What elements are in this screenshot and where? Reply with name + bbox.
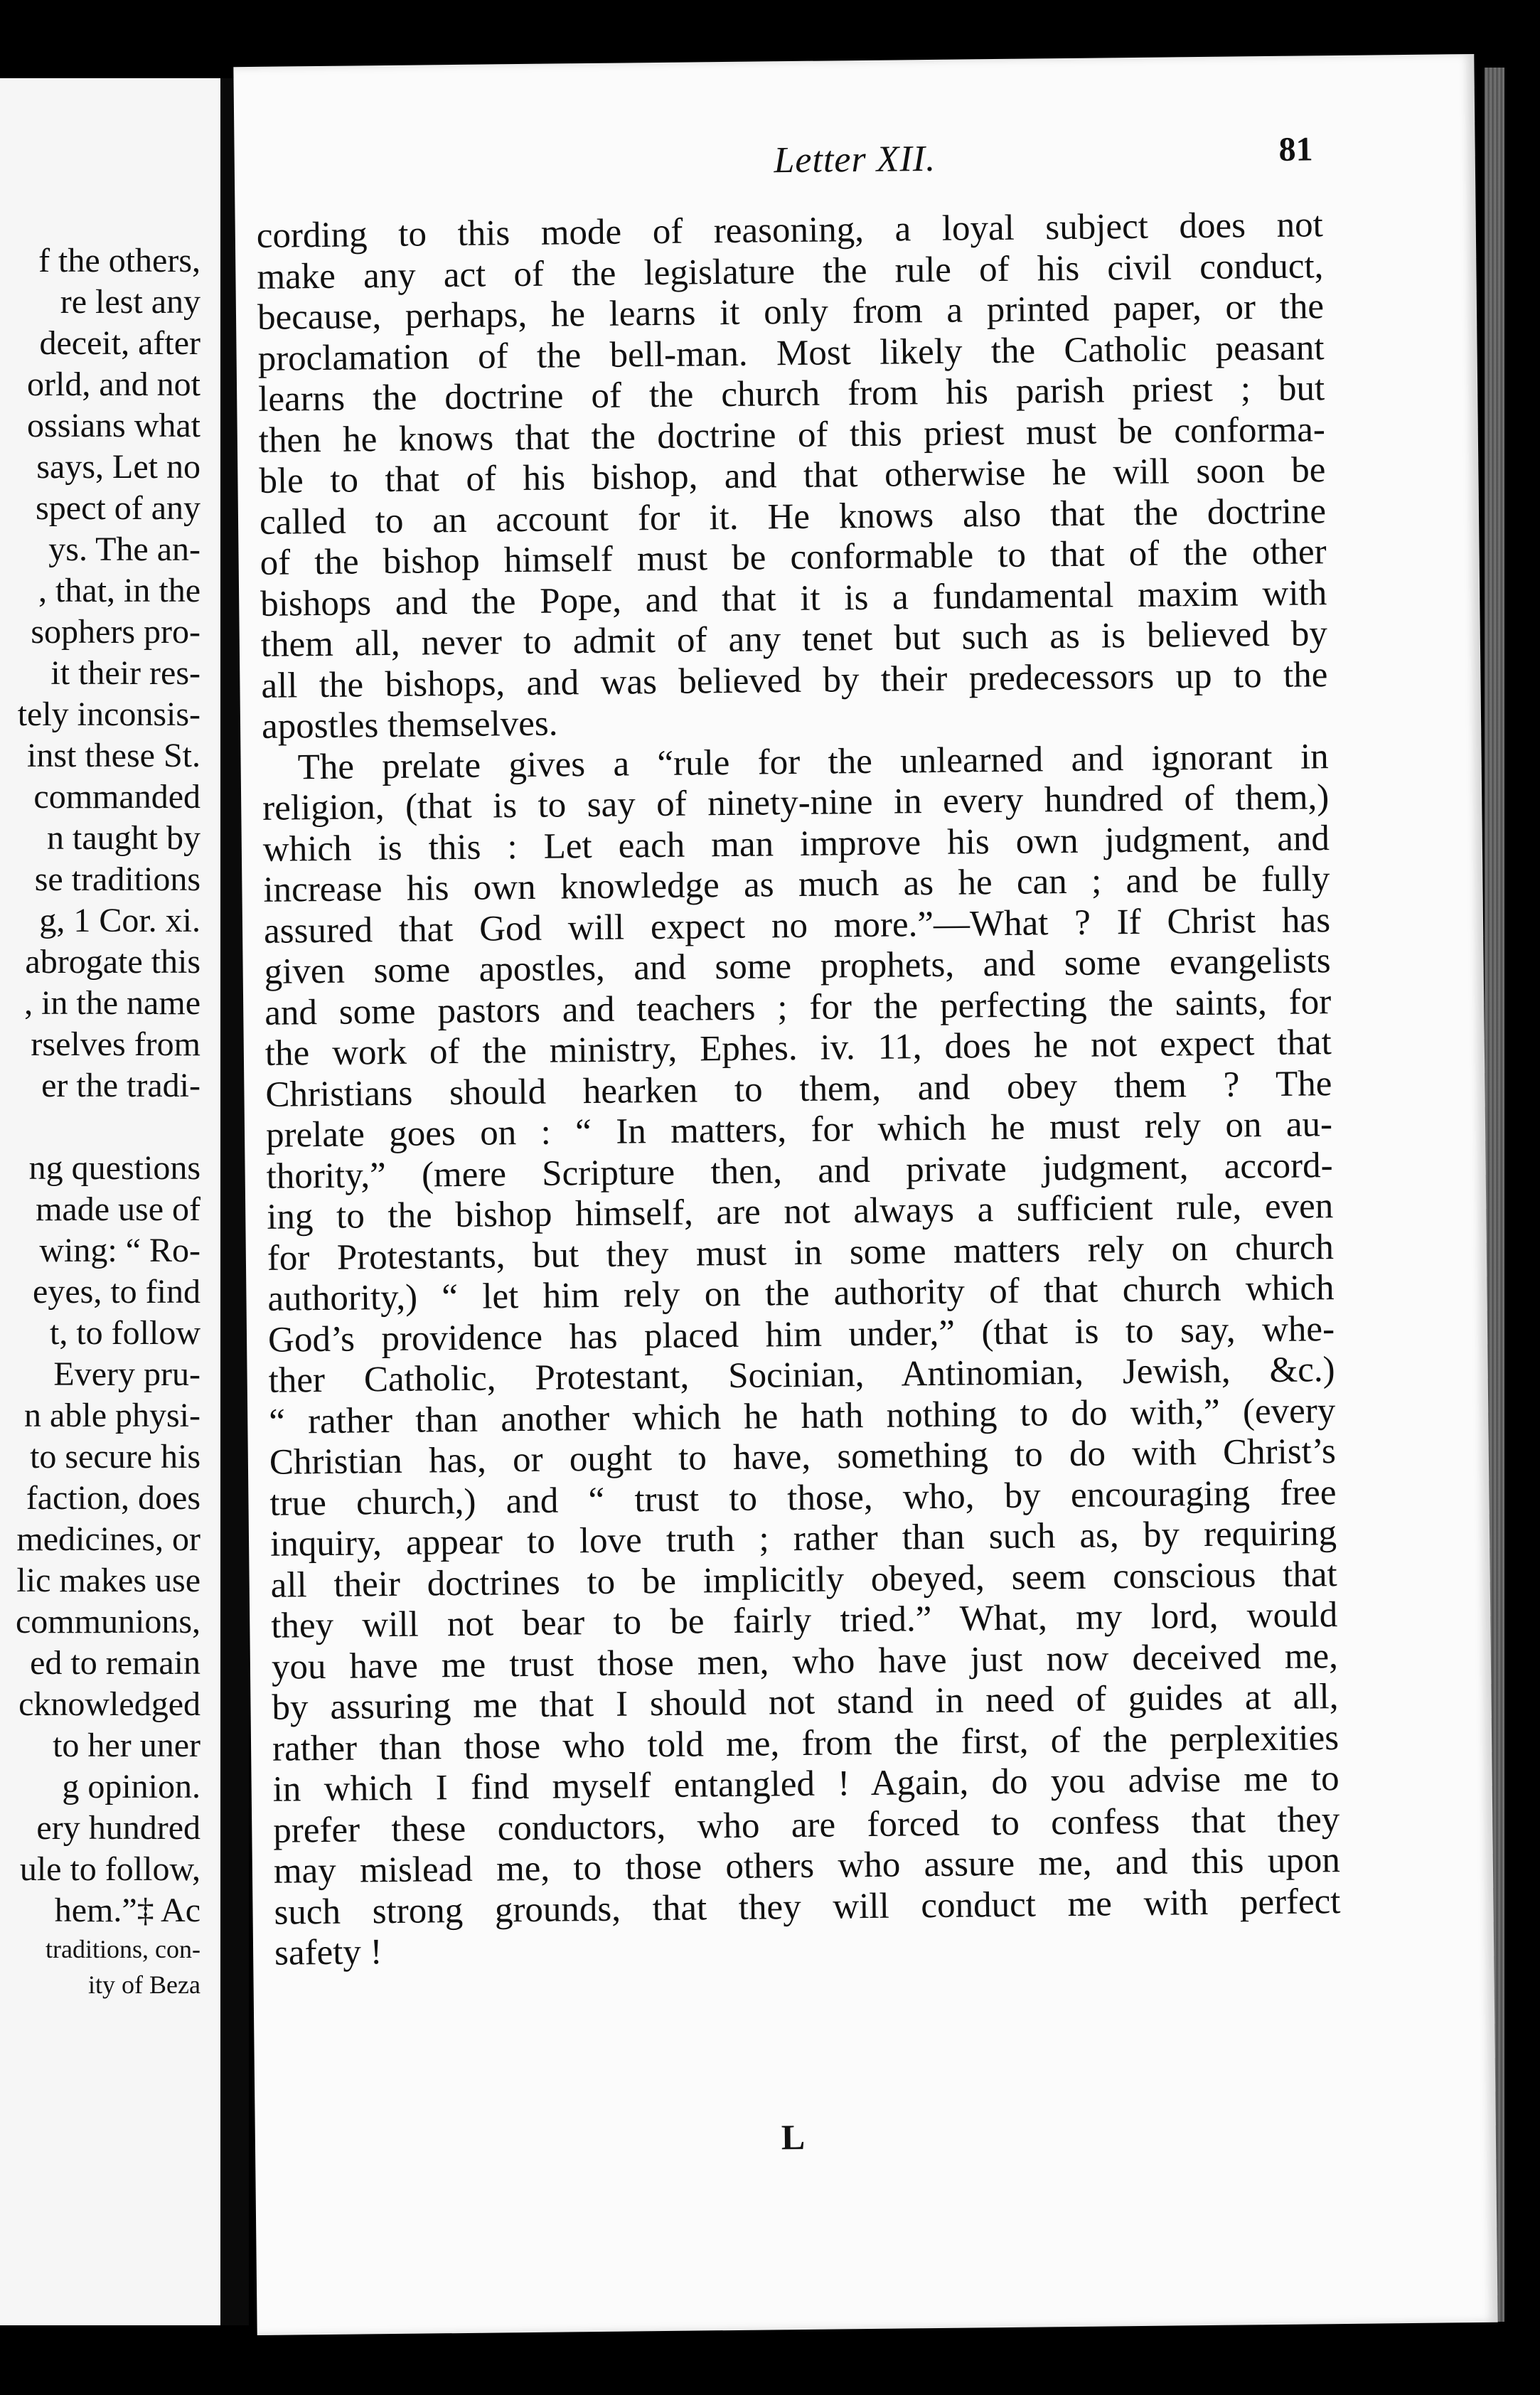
text-line: in which I find myself entangled ! Again, do you advise me to <box>272 1759 1340 1810</box>
page-header <box>234 132 1475 202</box>
left-page-line: abrogate this <box>25 943 200 981</box>
left-page-line: ng questions <box>28 1149 200 1187</box>
left-page-line: says, Let no <box>36 448 200 486</box>
text-line: for Protestants, but they must in some matters rely on church <box>267 1227 1335 1279</box>
text-line: authority,) “ let him rely on the authority of that church which <box>267 1268 1335 1319</box>
text-line: called to an account for it. He knows also that the doctrine <box>259 491 1327 543</box>
running-head: Letter XII. <box>774 138 936 181</box>
text-line: rather than those who told me, from the first, of the perplexities <box>272 1717 1340 1769</box>
text-line: safety ! <box>274 1932 383 1973</box>
left-page-line: ossians what <box>27 407 200 444</box>
left-page-line: communions, <box>16 1603 200 1641</box>
left-page-line: deceit, after <box>39 324 200 362</box>
text-line: make any act of the legislature the rule of his civil conduct, <box>257 245 1324 297</box>
left-page-line: wing: “ Ro- <box>39 1232 200 1269</box>
left-page-line: it their res- <box>50 654 200 692</box>
text-line: then he knows that the doctrine of this priest must be conforma- <box>258 409 1326 461</box>
text-line: the work of the ministry, Ephes. iv. 11, does he not expect that <box>264 1023 1332 1074</box>
left-page-line <box>0 1106 200 1148</box>
text-line: given some apostles, and some prophets, and some evangelists <box>264 941 1331 992</box>
left-page-line: tely inconsis- <box>17 695 200 733</box>
left-page-line: commanded <box>33 778 200 816</box>
left-page-footnote-line: ity of Beza <box>88 1970 200 1999</box>
text-line: bishops and the Pope, and that it is a fundamental maxim with <box>260 572 1327 624</box>
left-page-line: medicines, or <box>16 1520 200 1558</box>
text-line: Christian has, or ought to have, something to do with Christ’s <box>269 1431 1337 1483</box>
text-line: they will not bear to be fairly tried.” What, my lord, would <box>271 1595 1338 1646</box>
left-page-line: n able physi- <box>24 1397 200 1434</box>
text-line: religion, (that is to say of ninety-nine in every hundred of them,) <box>262 777 1330 828</box>
left-page-line: t, to follow <box>50 1314 200 1352</box>
text-line: them all, never to admit of any tenet but such as is believed by <box>260 614 1328 665</box>
left-page-line: re lest any <box>60 283 200 321</box>
text-line: “ rather than another which he hath nothing to do with,” (every <box>269 1390 1336 1442</box>
left-page-text <box>0 240 200 2002</box>
text-line: Christians should hearken to them, and obey them ? The <box>265 1063 1332 1115</box>
left-page-line: , that, in the <box>38 572 200 609</box>
left-page-line: rselves from <box>31 1025 200 1063</box>
text-line: God’s providence has placed him under,” (that is to say, whe- <box>267 1308 1335 1360</box>
text-line: of the bishop himself must be conformable to that of the other <box>260 532 1327 583</box>
text-line: ther Catholic, Protestant, Socinian, Antinomian, Jewish, &c.) <box>268 1350 1335 1401</box>
left-page-line: to her uner <box>53 1727 200 1764</box>
text-line: assured that God will expect no more.”—What ? If Christ has <box>263 900 1331 951</box>
left-page-line: f the others, <box>38 242 200 279</box>
text-line: all their doctrines to be implicitly obeyed, seem conscious that <box>270 1554 1337 1606</box>
text-line: by assuring me that I should not stand in need of guides at all, <box>272 1677 1339 1728</box>
left-page-line: er the tradi- <box>41 1067 200 1104</box>
left-page-line: spect of any <box>36 489 200 527</box>
left-page-line: inst these St. <box>26 737 200 774</box>
left-page-line: made use of <box>36 1190 200 1228</box>
text-line: all the bishops, and was believed by their predecessors up to the <box>261 654 1328 706</box>
left-page-line: g opinion. <box>62 1768 200 1805</box>
left-page-line: ed to remain <box>30 1644 200 1682</box>
left-facing-page <box>0 78 220 2325</box>
left-page-line: sophers pro- <box>31 613 200 651</box>
text-line: you have me trust those men, who have just now deceived me, <box>271 1636 1339 1687</box>
left-page-line: orld, and not <box>27 366 200 403</box>
left-page-line: n taught by <box>47 819 200 857</box>
text-line: prefer these conductors, who are forced to confess that they <box>273 1799 1340 1851</box>
text-line: which is this : Let each man improve his own judgment, and <box>262 818 1330 870</box>
text-line: apostles themselves. <box>261 703 558 747</box>
page-number: 81 <box>1278 130 1313 169</box>
left-page-line: g, 1 Cor. xi. <box>39 902 200 939</box>
left-page-line: cknowledged <box>18 1685 200 1723</box>
left-page-line: , in the name <box>24 984 200 1022</box>
left-page-line: lic makes use <box>16 1562 200 1599</box>
text-line: cording to this mode of reasoning, a loyal subject does not <box>256 205 1324 256</box>
left-page-line: eyes, to find <box>33 1273 200 1311</box>
left-page-line: Every pru- <box>53 1355 200 1393</box>
text-line: thority,” (mere Scripture then, and private judgment, accord- <box>266 1145 1333 1197</box>
text-line: proclamation of the bell-man. Most likely the Catholic peasant <box>257 327 1325 379</box>
signature-mark: L <box>781 2116 806 2157</box>
left-page-line: ys. The an- <box>48 530 200 568</box>
left-page-footnote-line: traditions, con- <box>46 1935 200 1963</box>
text-line: and some pastors and teachers ; for the perfecting the saints, for <box>264 981 1332 1033</box>
text-line: learns the doctrine of the church from his parish priest ; but <box>257 368 1325 420</box>
text-line: The prelate gives a “rule for the unlearned and ignorant in <box>297 736 1329 787</box>
text-line: prelate goes on : “ In matters, for which he must rely on au- <box>265 1104 1333 1156</box>
text-line: such strong grounds, that they will conduct me with perfect <box>274 1881 1341 1933</box>
text-line: ble to that of his bishop, and that otherwise he will soon be <box>259 450 1326 501</box>
main-page <box>233 54 1497 2335</box>
body-text <box>257 205 1342 1974</box>
left-page-line: to secure his <box>30 1438 200 1476</box>
left-page-line: faction, does <box>26 1479 200 1517</box>
text-line: because, perhaps, he learns it only from a printed paper, or the <box>257 287 1325 338</box>
text-line: increase his own knowledge as much as he can ; and be fully <box>263 859 1330 910</box>
text-line: inquiry, appear to love truth ; rather than such as, by requiring <box>269 1513 1337 1564</box>
left-page-line: ery hundred <box>36 1809 200 1847</box>
left-page-line: ule to follow, <box>19 1850 200 1888</box>
text-line: may mislead me, to those others who assure me, and this upon <box>273 1840 1341 1892</box>
left-page-line: se traditions <box>34 860 200 898</box>
text-line: ing to the bishop himself, are not always a sufficient rule, even <box>266 1186 1334 1237</box>
text-line: true church,) and “ trust to those, who, by encouraging free <box>269 1472 1337 1524</box>
left-page-line: hem.”‡ Ac <box>54 1892 200 1929</box>
